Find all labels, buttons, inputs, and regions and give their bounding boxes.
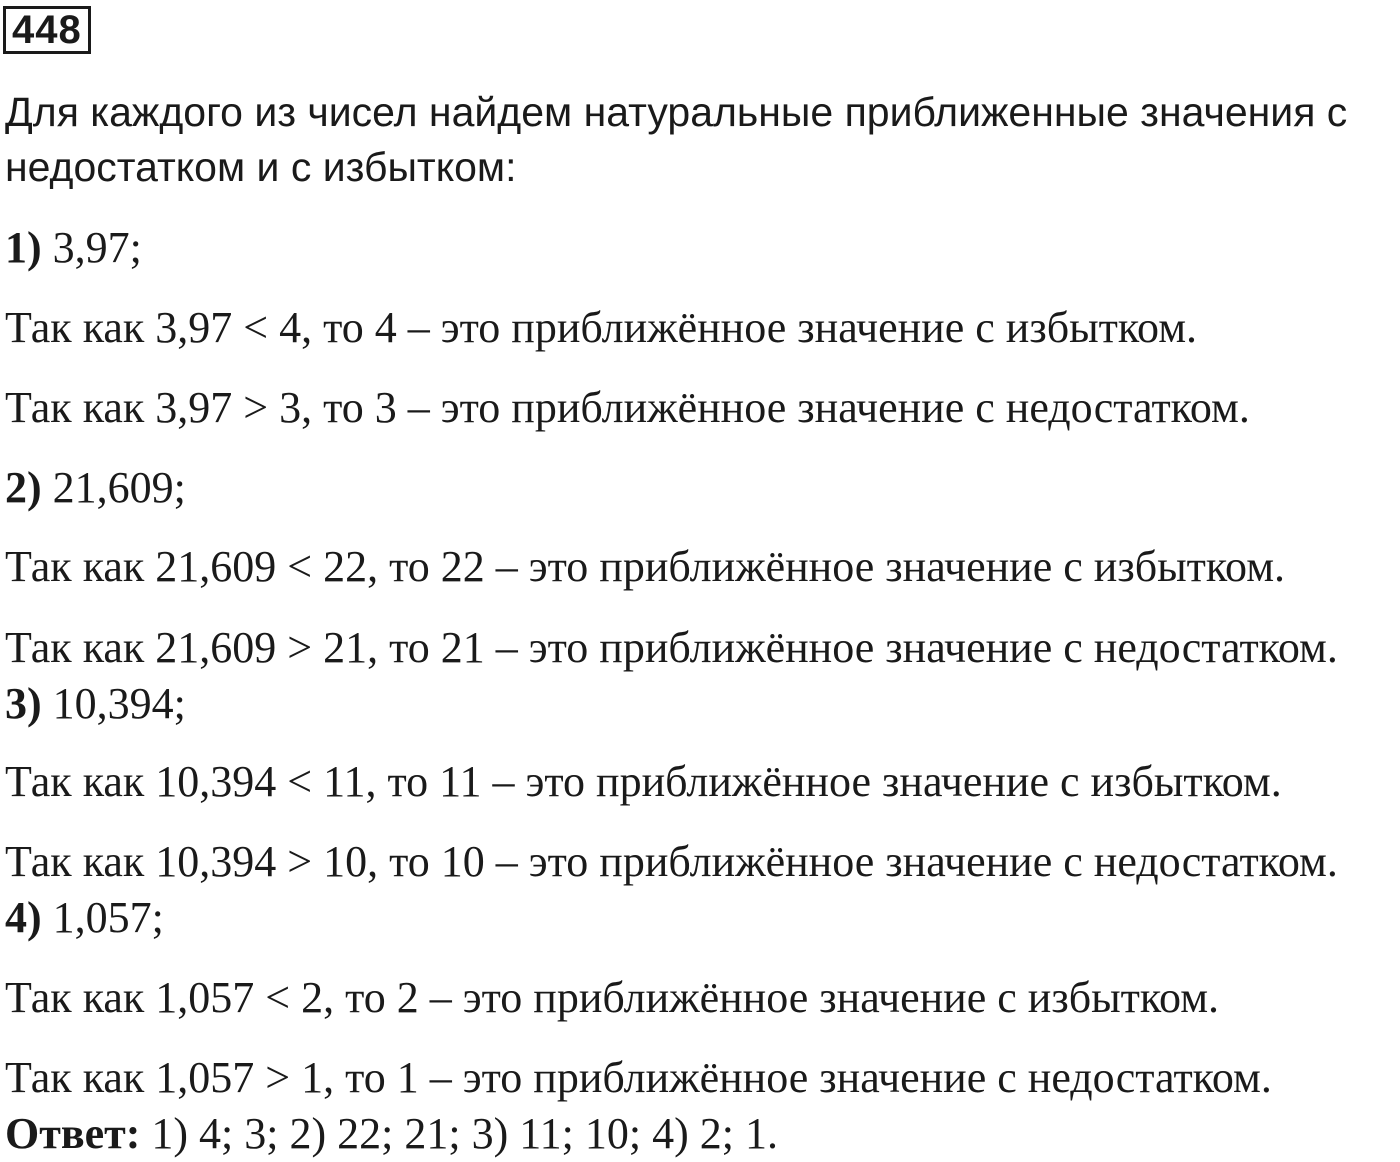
- intro-line-1: Для каждого из чисел найдем натуральные приближенные значения с: [5, 89, 1348, 135]
- part-1-label: 1): [5, 223, 42, 272]
- part-3-label: 3): [5, 679, 42, 728]
- part-3-deficiency: Так как 10,394 > 10, то 10 – это приближённое значение с недостатком.: [5, 837, 1338, 886]
- part-1-number: 3,97;: [41, 223, 142, 272]
- part-4-heading: [5, 892, 164, 944]
- part-2-deficiency: Так как 21,609 > 21, то 21 – это приближённое значение с недостатком.: [5, 623, 1338, 672]
- part-2-excess: Так как 21,609 < 22, то 22 – это приближённое значение с избытком.: [5, 542, 1286, 591]
- part-3-number: 10,394;: [41, 679, 186, 728]
- intro-line-2: недостатком и с избытком:: [5, 144, 517, 190]
- part-1-deficiency: Так как 3,97 > 3, то 3 – это приближённое значение с недостатком.: [5, 383, 1250, 432]
- answer-text: 1) 4; 3; 2) 22; 21; 3) 11; 10; 4) 2; 1.: [140, 1109, 778, 1158]
- part-2-number: 21,609;: [41, 463, 186, 512]
- part-2-heading: [5, 462, 186, 514]
- part-4-deficiency: Так как 1,057 > 1, то 1 – это приближённое значение с недостатком.: [5, 1053, 1272, 1102]
- part-4-excess: Так как 1,057 < 2, то 2 – это приближённое значение с избытком.: [5, 973, 1220, 1022]
- part-3-heading: [5, 678, 186, 730]
- part-2-label: 2): [5, 463, 42, 512]
- answer-label: Ответ:: [5, 1109, 141, 1158]
- part-1-excess: Так как 3,97 < 4, то 4 – это приближённое значение с избытком.: [5, 303, 1198, 352]
- problem-number: 448: [3, 6, 91, 54]
- part-3-excess: Так как 10,394 < 11, то 11 – это приближённое значение с избытком.: [5, 757, 1282, 806]
- part-1-heading: [5, 222, 142, 274]
- answer-line: [5, 1108, 778, 1160]
- part-4-number: 1,057;: [41, 893, 164, 942]
- part-4-label: 4): [5, 893, 42, 942]
